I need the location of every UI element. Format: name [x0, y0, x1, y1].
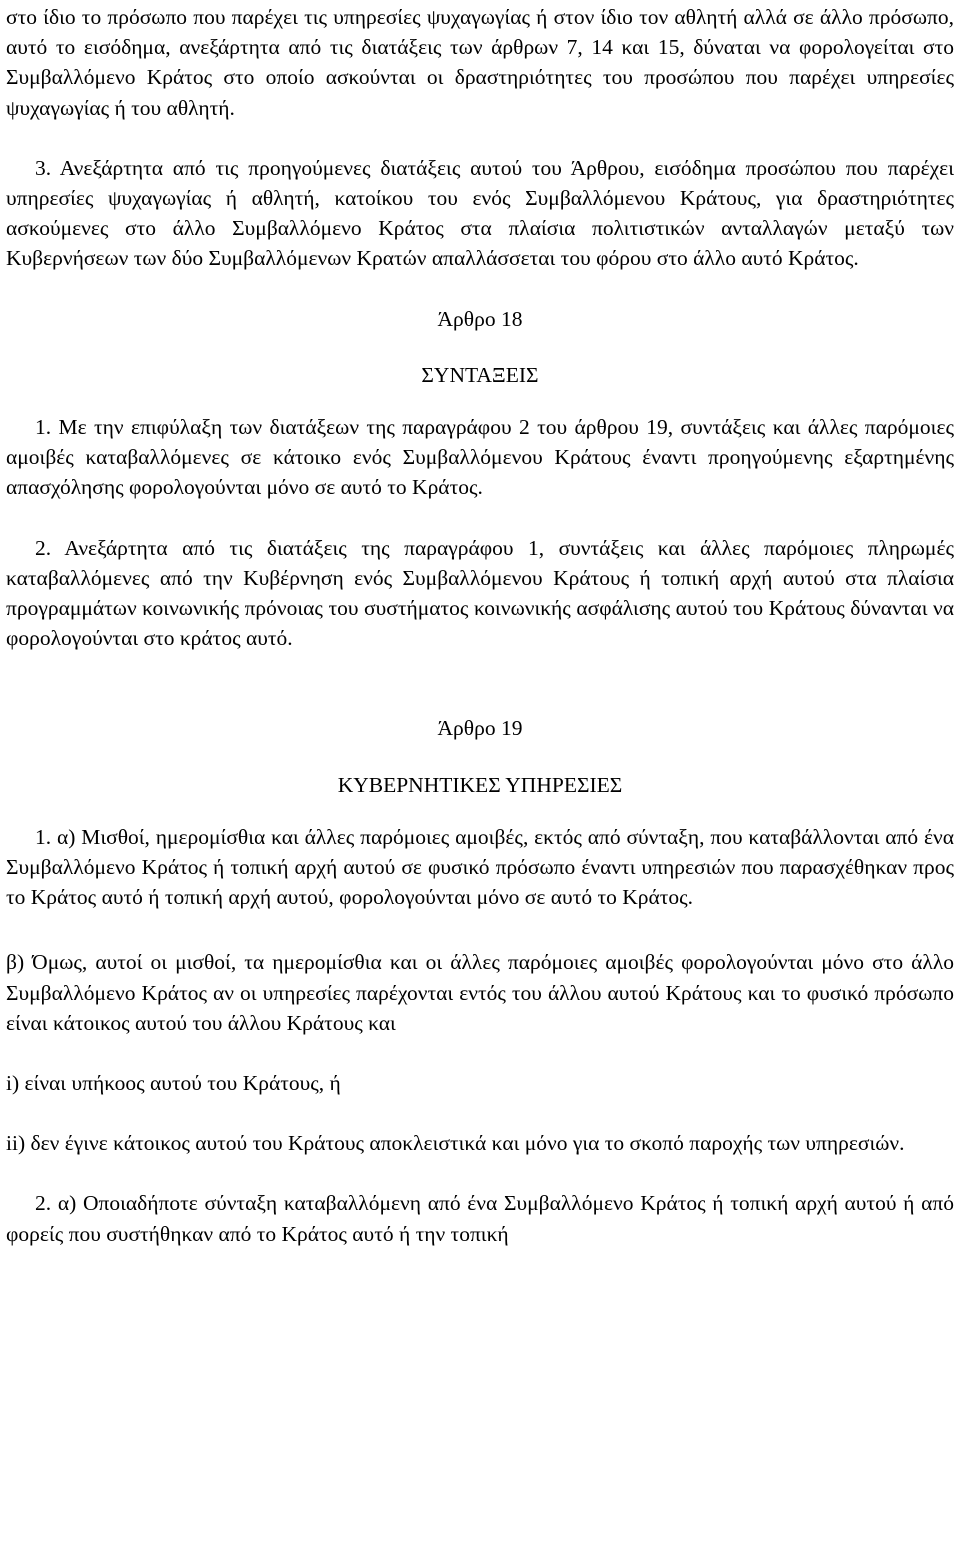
article-19-paragraph-1a: 1. α) Μισθοί, ημερομίσθια και άλλες παρόμοιες αμοιβές, εκτός από σύνταξη, που καταβάλλονται από ένα Συμβαλλόμενο Κράτος ή τοπική αρχή αυτού σε φυσικό πρόσωπο έναντι υπηρεσιών που παρασχέθηκαν προς το Κράτος αυτό ή τοπική αρχή αυτού, φορολογούνται μόνο σε αυτό το Κράτος.	[6, 824, 954, 910]
article-18-paragraph-2: 2. Ανεξάρτητα από τις διατάξεις της παραγράφου 1, συντάξεις και άλλες παρόμοιες πληρωμές καταβαλλόμενες από την Κυβέρνηση ενός Συμβαλλόμενου Κράτους ή τοπική αρχή αυτού στα πλαίσια προγραμμάτων κοινωνικής πρόνοιας του συστήματος κοινωνικής ασφάλισης αυτού του Κράτους δύνανται να φορολογούνται στο κράτος αυτό.	[6, 535, 954, 651]
article-18-number: Άρθρο 18	[437, 306, 523, 331]
article-19-paragraph-1b: β) Όμως, αυτοί οι μισθοί, τα ημερομίσθια και οι άλλες παρόμοιες αμοιβές φορολογούνται μόνο στο άλλο Συμβαλλόμενο Κράτος αν οι υπηρεσίες παρέχονται εντός του άλλου αυτού Κράτους και το φυσικό πρόσωπο είναι κάτοικος αυτού του άλλου Κράτους και	[6, 950, 954, 1035]
article-19-paragraph-2a: 2. α) Οποιαδήποτε σύνταξη καταβαλλόμενη από ένα Συμβαλλόμενο Κράτος ή τοπική αρχή αυτού ή από φορείς που συστήθηκαν από το Κράτος αυτό ή την τοπική	[6, 1191, 954, 1246]
article-19-item-i: i) είναι υπήκοος αυτού του Κράτους, ή	[6, 1071, 341, 1096]
paragraph-intro: στο ίδιο το πρόσωπο που παρέχει τις υπηρεσίες ψυχαγωγίας ή στον ίδιο τον αθλητή αλλά σε άλλο πρόσωπο, αυτό το εισόδημα, ανεξάρτητα από τις διατάξεις των άρθρων 7, 14 και 15, δύναται να φορολογείται στο Συμβαλλόμενο Κράτος στο οποίο ασκούνται οι δραστηριότητες του προσώπου που παρέχει υπηρεσίες ψυχαγωγίας ή του αθλητή.	[6, 5, 954, 120]
article-19-title: ΚΥΒΕΡΝΗΤΙΚΕΣ ΥΠΗΡΕΣΙΕΣ	[337, 772, 623, 797]
article-19-item-ii: ii) δεν έγινε κάτοικος αυτού του Κράτους αποκλειστικά και μόνο για το σκοπό παροχής των υπηρεσιών.	[6, 1131, 905, 1156]
article-18-paragraph-1: 1. Με την επιφύλαξη των διατάξεων της παραγράφου 2 του άρθρου 19, συντάξεις και άλλες παρόμοιες αμοιβές καταβαλλόμενες σε κάτοικο ενός Συμβαλλόμενου Κράτους έναντι προηγούμενης εξαρτημένης απασχόλησης φορολογούνται μόνο σε αυτό το Κράτος.	[6, 415, 954, 500]
article-18-title: ΣΥΝΤΑΞΕΙΣ	[421, 362, 539, 387]
article-19-number: Άρθρο 19	[437, 716, 523, 741]
paragraph-3: 3. Ανεξάρτητα από τις προηγούμενες διατάξεις αυτού του Άρθρου, εισόδημα προσώπου που παρέχει υπηρεσίες ψυχαγωγίας ή αθλητή, κατοίκου του ενός Συμβαλλόμενου Κράτους, για δραστηριότητες ασκούμενες στο άλλο Συμβαλλόμενο Κράτος στα πλαίσια πολιτιστικών ανταλλαγών μεταξύ των Κυβερνήσεων των δύο Συμβαλλόμενων Κρατών απαλλάσσεται του φόρου στο άλλο αυτό Κράτος.	[6, 155, 954, 271]
